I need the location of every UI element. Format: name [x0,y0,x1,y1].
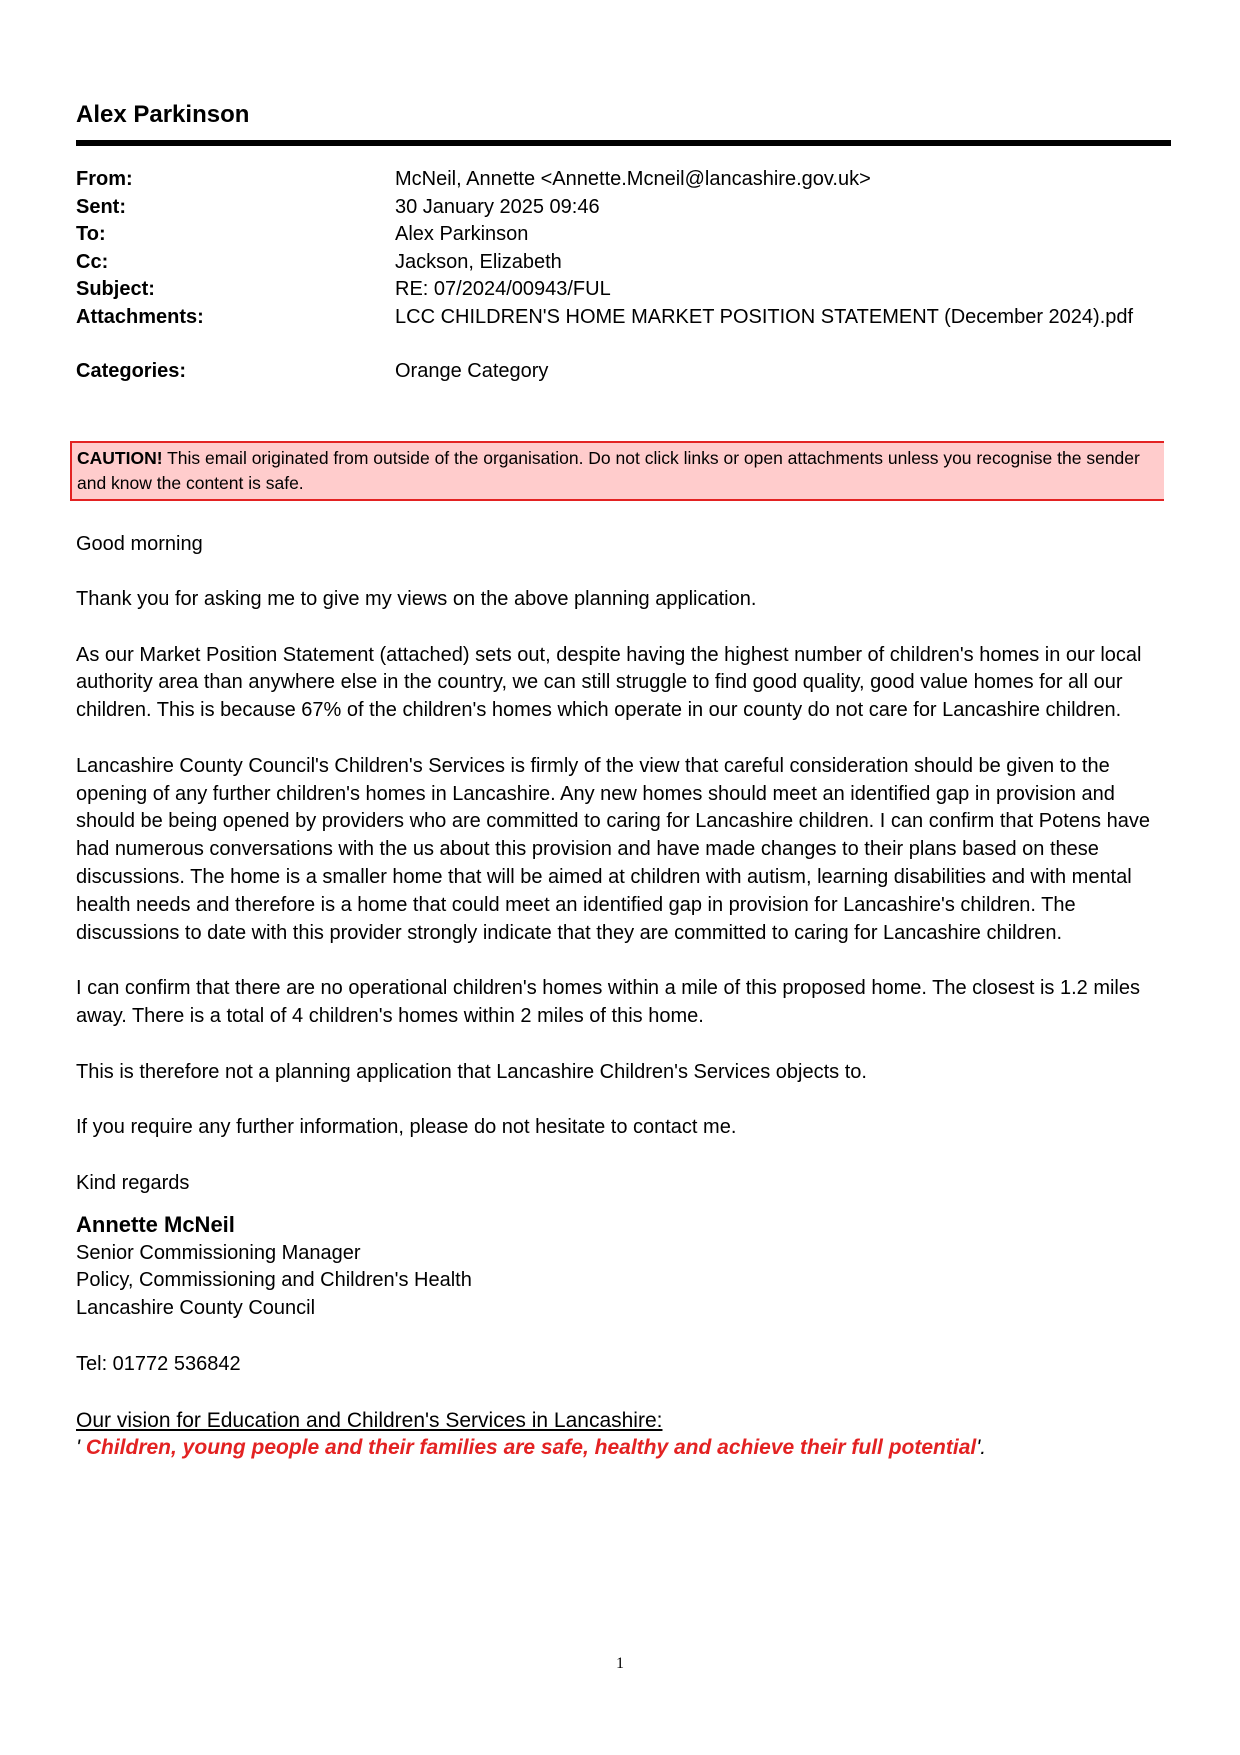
header-label: Attachments: [76,305,204,328]
header-label: Categories: [76,360,187,382]
header-label: Sent: [76,195,126,218]
signature-title: Senior Commissioning Manager [76,1241,361,1264]
signature-department: Policy, Commissioning and Children's Health [76,1269,472,1292]
header-cc [76,249,1171,277]
body-paragraph: Kind regards [76,1171,190,1194]
header-label: To: [76,223,106,245]
email-page [76,100,1171,1461]
cc-value: Jackson, Elizabeth [395,250,562,273]
email-body [76,531,1171,1198]
attachment-link[interactable]: LCC CHILDREN'S HOME MARKET POSITION STATEMENT (December 2024).pdf [395,305,1134,328]
header-label: Cc: [76,250,109,273]
signature-organisation: Lancashire County Council [76,1297,316,1320]
header-sent [76,194,1171,222]
vision-statement [76,1407,1171,1461]
vision-quote-text: Children, young people and their families are safe, healthy and achieve their full potential [85,1435,977,1459]
header-rule [76,140,1171,146]
body-paragraph: If you require any further information, please do not hesitate to contact me. [76,1116,737,1139]
header-to [76,221,1171,249]
mailbox-owner: Alex Parkinson [76,101,250,128]
sent-value: 30 January 2025 09:46 [395,195,600,218]
signature-telephone: Tel: 01772 536842 [76,1352,241,1375]
subject-value: RE: 07/2024/00943/FUL [395,278,611,300]
body-paragraph: I can confirm that there are no operational children's homes within a mile of this proposed home. The closest is 1.2 miles away. There is a total of 4 children's homes within 2 miles of this home. [76,977,1140,1028]
header-from [76,166,1171,194]
page-number: 1 [616,1655,624,1672]
header-categories [76,358,1171,386]
body-paragraph: This is therefore not a planning application that Lancashire Children's Services objects to. [76,1060,867,1083]
email-headers [76,166,1171,386]
vision-title: Our vision for Education and Children's Services in Lancashire: [76,1408,663,1432]
caution-text: This email originated from outside of the organisation. Do not click links or open attachments unless you recognise the sender and know the content is safe. [77,447,1140,493]
external-caution-banner [70,441,1164,501]
header-attachments [76,304,1171,332]
vision-quote: ' Children, young people and their families are safe, healthy and achieve their full potential'. [76,1435,987,1459]
body-paragraph: As our Market Position Statement (attached) sets out, despite having the highest number of children's homes in our local authority area than anywhere else in the country, we can still struggle to find good quality, good value homes for all our children. This is because 67% of the children's homes which operate in our county do not care for Lancashire children. [76,643,1142,722]
signature-name: Annette McNeil [76,1211,235,1237]
from-value[interactable]: McNeil, Annette <Annette.Mcneil@lancashire.gov.uk> [395,168,871,190]
body-paragraph: Lancashire County Council's Children's Services is firmly of the view that careful consideration should be given to the opening of any further children's homes in Lancashire. Any new homes should meet an identified gap in provision and should be being opened by providers who are committed to caring for Lancashire children. I can confirm that Potens have had numerous conversations with the us about this provision and have made changes to their plans based on these discussions. The home is a smaller home that will be aimed at children with autism, learning disabilities and with mental health needs and therefore is a home that could meet an identified gap in provision for Lancashire's children. The discussions to date with this provider strongly indicate that they are committed to caring for Lancashire children. [76,754,1150,944]
categories-value: Orange Category [395,360,549,382]
caution-label: CAUTION! [77,447,163,468]
header-label: From: [76,168,133,190]
header-subject [76,276,1171,304]
body-paragraph: Thank you for asking me to give my views on the above planning application. [76,588,757,611]
body-paragraph: Good morning [76,532,203,555]
signature-block [76,1210,1171,1379]
to-value: Alex Parkinson [395,223,529,245]
header-label: Subject: [76,278,155,300]
